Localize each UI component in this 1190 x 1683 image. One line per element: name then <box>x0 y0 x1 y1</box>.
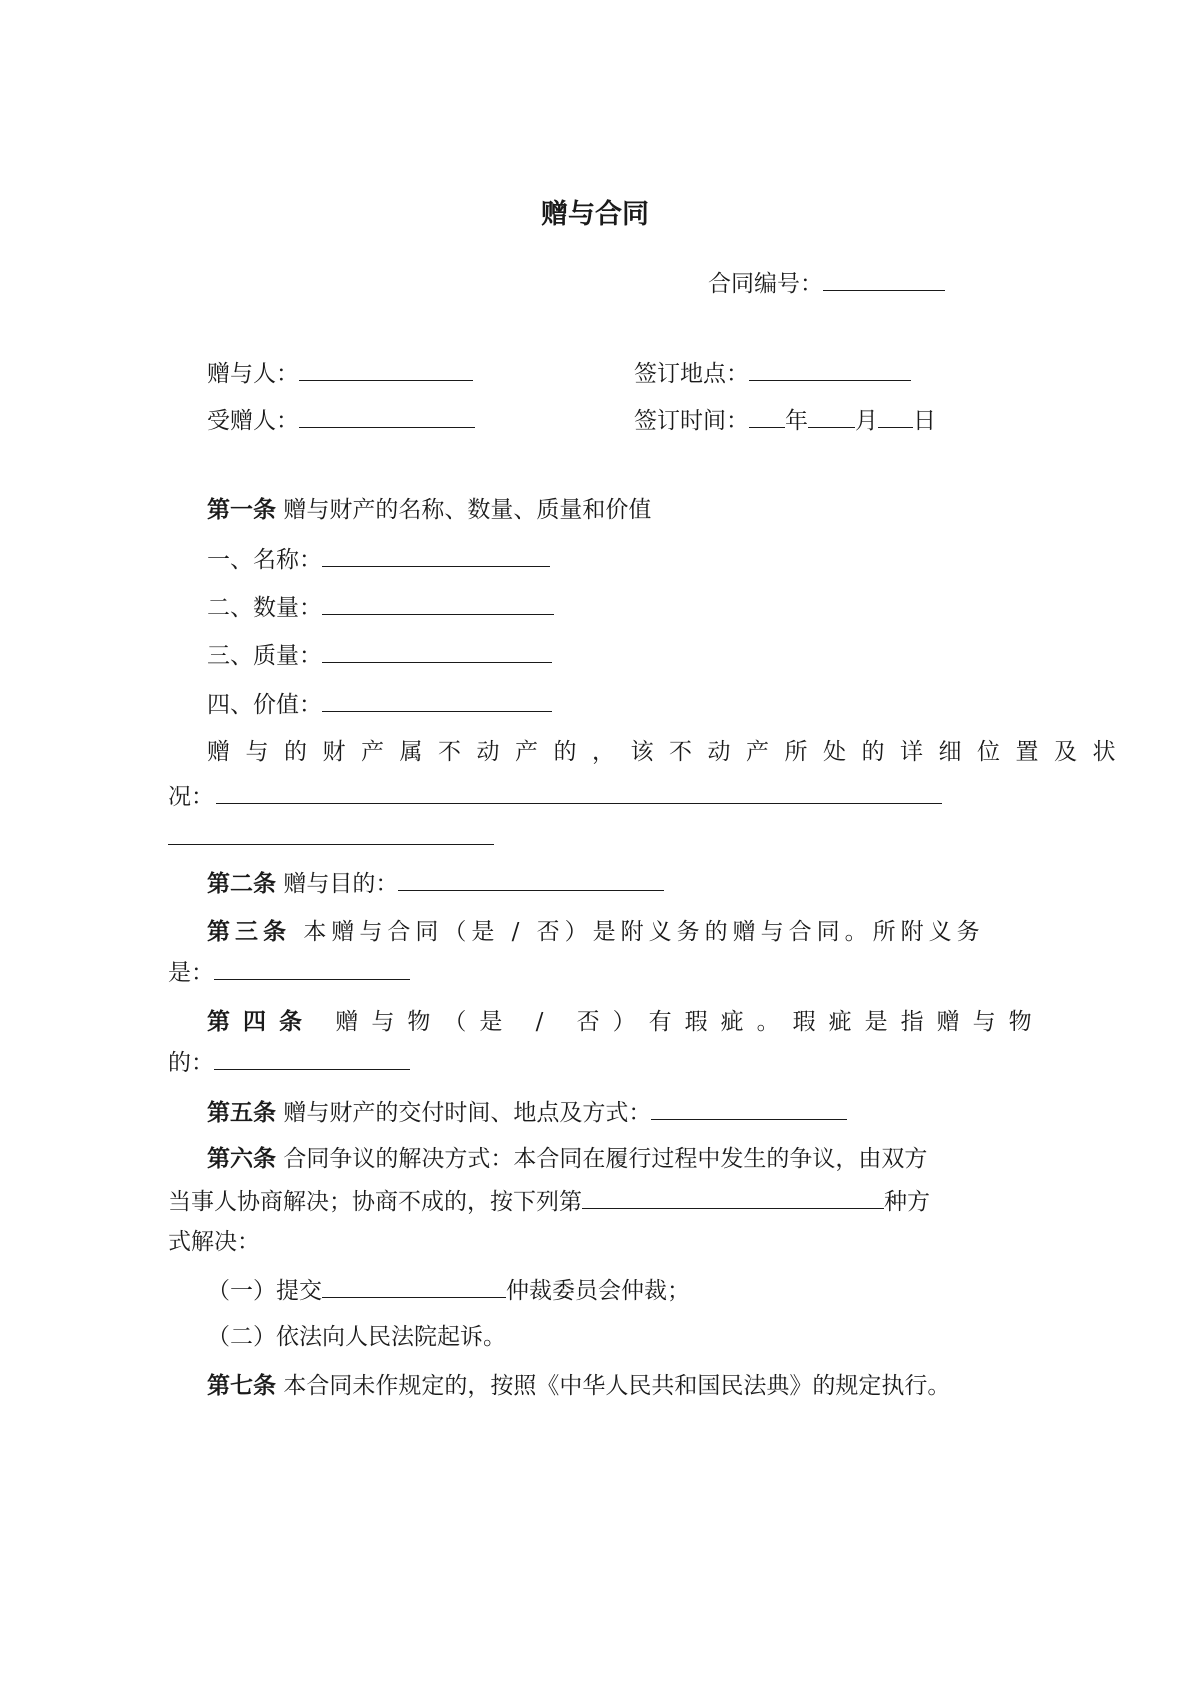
article-6-line2 <box>168 1186 930 1217</box>
property-text-line2: 况： <box>168 784 214 810</box>
item-quality-field[interactable] <box>322 640 552 663</box>
sign-place-label: 签订地点： <box>634 361 749 387</box>
article-7-number: 第七条 <box>207 1373 276 1399</box>
donee-field[interactable] <box>299 405 475 428</box>
contract-number-field[interactable] <box>823 268 945 291</box>
item-quantity-label: 二、数量： <box>207 595 322 621</box>
article-5-number: 第五条 <box>207 1100 276 1126</box>
article-4-number: 第四条 <box>207 1009 315 1035</box>
article-2-number: 第二条 <box>207 871 276 897</box>
article-3-number: 第三条 <box>207 919 291 945</box>
arbitration-committee-field[interactable] <box>322 1275 506 1298</box>
day-label: 日 <box>913 408 936 434</box>
article-5-text: 赠与财产的交付时间、地点及方式： <box>283 1100 652 1126</box>
item-value-field[interactable] <box>322 689 552 712</box>
article-4-cont-label: 的： <box>168 1050 214 1076</box>
year-label: 年 <box>785 408 808 434</box>
article-6-line2-text: 当事人协商解决；协商不成的，按下列第 <box>168 1189 582 1215</box>
article-4 <box>207 1007 1045 1037</box>
article-3-text: 本赠与合同（是 / 否）是附义务的赠与合同。所附义务 <box>303 919 985 945</box>
article-7 <box>207 1371 950 1401</box>
article-6-line2-suffix: 种方 <box>884 1189 930 1215</box>
donee-row <box>207 405 475 436</box>
year-field[interactable] <box>749 405 785 428</box>
donor-field[interactable] <box>299 358 473 381</box>
article-6-text: 合同争议的解决方式：本合同在履行过程中发生的争议，由双方 <box>283 1146 928 1172</box>
article-3 <box>207 917 985 947</box>
article-6-line3: 式解决： <box>168 1229 260 1255</box>
article-2 <box>207 868 664 899</box>
article-4-continued <box>168 1047 410 1078</box>
article-4-text: 赠与物（是 / 否）有瑕疵。瑕疵是指赠与物 <box>335 1009 1045 1035</box>
article-3-cont-label: 是： <box>168 960 214 986</box>
item-quality-label: 三、质量： <box>207 643 322 669</box>
month-label: 月 <box>855 408 878 434</box>
dispute-option-1-suffix: 仲裁委员会仲裁； <box>506 1278 690 1304</box>
article-1-heading <box>207 495 651 525</box>
item-name-field[interactable] <box>322 544 550 567</box>
article-5 <box>207 1097 847 1128</box>
item-value-label: 四、价值： <box>207 692 322 718</box>
sign-place-row <box>634 358 911 389</box>
article-1-number: 第一条 <box>207 497 276 523</box>
attached-obligation-field[interactable] <box>214 957 410 980</box>
month-field[interactable] <box>808 405 855 428</box>
property-detail-field[interactable] <box>216 803 942 804</box>
donee-label: 受赠人： <box>207 408 299 434</box>
contract-number-row <box>708 268 945 299</box>
donor-row <box>207 358 473 389</box>
article-1-text: 赠与财产的名称、数量、质量和价值 <box>283 497 652 523</box>
article-6 <box>207 1144 927 1174</box>
item-quantity-row <box>207 592 554 623</box>
item-quality-row <box>207 640 552 671</box>
day-field[interactable] <box>878 405 913 428</box>
article-2-text: 赠与目的： <box>283 871 399 897</box>
article-7-text: 本合同未作规定的，按照《中华人民共和国民法典》的规定执行。 <box>283 1373 951 1399</box>
property-detail-field-continued[interactable] <box>168 844 494 845</box>
dispute-method-field[interactable] <box>582 1186 884 1209</box>
article-6-number: 第六条 <box>207 1146 276 1172</box>
donor-label: 赠与人： <box>207 361 299 387</box>
item-name-row <box>207 544 550 575</box>
delivery-details-field[interactable] <box>651 1097 847 1120</box>
item-quantity-field[interactable] <box>322 592 554 615</box>
defect-description-field[interactable] <box>214 1047 410 1070</box>
sign-place-field[interactable] <box>749 358 911 381</box>
donation-purpose-field[interactable] <box>398 868 664 891</box>
property-text-line1: 赠与的财产属不动产的，该不动产所处的详细位置及状 <box>207 739 1131 765</box>
page-title: 赠与合同 <box>541 199 649 230</box>
article-3-continued <box>168 957 410 988</box>
dispute-option-1-text: （一）提交 <box>207 1278 322 1304</box>
dispute-option-1 <box>207 1275 690 1306</box>
sign-time-label: 签订时间： <box>634 408 749 434</box>
dispute-option-2: （二）依法向人民法院起诉。 <box>207 1324 506 1350</box>
item-value-row <box>207 689 552 720</box>
contract-number-label: 合同编号： <box>708 271 823 297</box>
item-name-label: 一、名称： <box>207 547 322 573</box>
sign-time-row <box>634 405 936 436</box>
